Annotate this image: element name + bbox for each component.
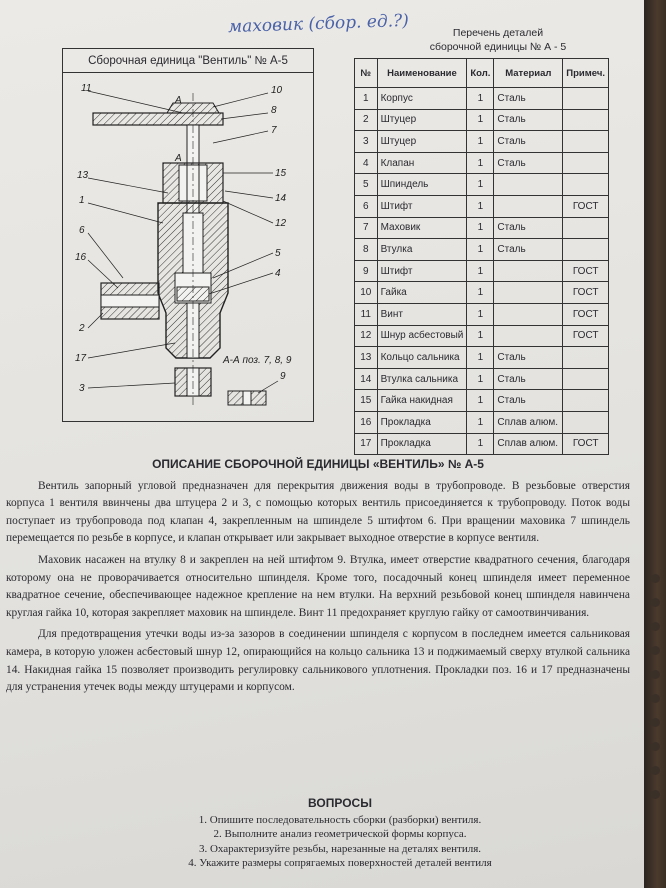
cell-qty: 1	[467, 152, 494, 174]
table-row	[355, 368, 609, 390]
cell-qty: 1	[467, 282, 494, 304]
callout-13: 13	[77, 170, 89, 181]
cell-no: 6	[355, 195, 378, 217]
cell-note: ГОСТ	[563, 260, 609, 282]
callout-4: 4	[275, 268, 281, 279]
punch-hole	[651, 646, 660, 655]
cell-note: ГОСТ	[563, 303, 609, 325]
cell-no: 7	[355, 217, 378, 239]
cell-material	[494, 325, 563, 347]
cell-note	[563, 347, 609, 369]
cell-note: ГОСТ	[563, 325, 609, 347]
cell-note: ГОСТ	[563, 282, 609, 304]
cell-qty: 1	[467, 325, 494, 347]
cell-note: ГОСТ	[563, 195, 609, 217]
question-item: 1. Опишите последовательность сборки (разборки) вентиля.	[198, 814, 482, 827]
cell-no: 4	[355, 152, 378, 174]
cell-no: 9	[355, 260, 378, 282]
table-row	[355, 411, 609, 433]
cell-no: 12	[355, 325, 378, 347]
cell-material	[494, 282, 563, 304]
table-row	[355, 88, 609, 110]
cell-material: Сталь	[494, 368, 563, 390]
cell-material: Сплав алюм.	[494, 433, 563, 455]
cell-no: 14	[355, 368, 378, 390]
cell-qty: 1	[467, 88, 494, 110]
drawing-title: Сборочная единица "Вентиль" № А-5	[63, 49, 313, 73]
valve-section-drawing	[63, 73, 313, 421]
callout-1: 1	[79, 195, 85, 206]
section-mark-top: А	[175, 95, 182, 106]
assembly-drawing-frame	[62, 48, 314, 422]
cell-name: Втулка	[377, 239, 467, 261]
cell-no: 13	[355, 347, 378, 369]
punch-hole	[651, 670, 660, 679]
cell-name: Штифт	[377, 195, 467, 217]
cell-qty: 1	[467, 195, 494, 217]
table-row	[355, 109, 609, 131]
cell-note	[563, 217, 609, 239]
parts-list-caption-line2: сборочной единицы № А - 5	[429, 41, 567, 53]
cell-name: Клапан	[377, 152, 467, 174]
cell-qty: 1	[467, 368, 494, 390]
cell-note	[563, 88, 609, 110]
cell-name: Гайка накидная	[377, 390, 467, 412]
header-name: Наименование	[377, 59, 467, 88]
callout-11: 11	[81, 83, 92, 94]
punch-hole	[651, 742, 660, 751]
cell-qty: 1	[467, 131, 494, 153]
cell-name: Прокладка	[377, 433, 467, 455]
cell-name: Винт	[377, 303, 467, 325]
cell-material: Сталь	[494, 239, 563, 261]
question-item: 3. Охарактеризуйте резьбы, нарезанные на деталях вентиля.	[198, 842, 482, 855]
callout-5: 5	[275, 248, 281, 259]
parts-list-table	[354, 58, 609, 455]
table-row	[355, 347, 609, 369]
cell-note	[563, 109, 609, 131]
table-row	[355, 433, 609, 455]
cell-qty: 1	[467, 303, 494, 325]
header-material: Материал	[494, 59, 563, 88]
header-qty: Кол.	[467, 59, 494, 88]
question-item: 2. Выполните анализ геометрической формы корпуса.	[213, 828, 467, 841]
table-row	[355, 260, 609, 282]
description-section	[6, 456, 630, 701]
cell-qty: 1	[467, 109, 494, 131]
cell-material	[494, 260, 563, 282]
cell-note	[563, 390, 609, 412]
parts-list-caption-line1: Перечень деталей	[452, 27, 544, 39]
cell-name: Кольцо сальника	[377, 347, 467, 369]
cell-note	[563, 411, 609, 433]
cell-name: Гайка	[377, 282, 467, 304]
callout-2: 2	[79, 323, 85, 334]
table-header-row	[355, 59, 609, 88]
cell-note	[563, 152, 609, 174]
cell-material	[494, 303, 563, 325]
cell-no: 3	[355, 131, 378, 153]
cell-qty: 1	[467, 239, 494, 261]
punch-hole	[651, 718, 660, 727]
cell-name: Прокладка	[377, 411, 467, 433]
callout-3: 3	[79, 383, 85, 394]
cell-qty: 1	[467, 174, 494, 196]
table-row	[355, 152, 609, 174]
table-row	[355, 303, 609, 325]
punch-hole	[651, 574, 660, 583]
callout-15: 15	[275, 168, 287, 179]
cell-name: Штифт	[377, 260, 467, 282]
cell-note	[563, 368, 609, 390]
cell-material: Сталь	[494, 390, 563, 412]
punch-hole	[651, 598, 660, 607]
questions-section	[130, 796, 550, 870]
callout-14: 14	[275, 193, 287, 204]
punch-hole	[651, 790, 660, 799]
section-mark-bottom: А	[175, 153, 182, 164]
cell-name: Втулка сальника	[377, 368, 467, 390]
header-note: Примеч.	[563, 59, 609, 88]
description-paragraph-2: Маховик насажен на втулку 8 и закреплен на ней штифтом 9. Втулка, имеет отверстие квадратного сечения, благодаря которому она не проворачивается относительно шпинделя. Кроме того, посадочный конец шпинделя имеет переменное квадратное сечение, обеспечивающее надежное крепление на нем втулки. На верхний резьбовой конец шпинделя навинчена круглая гайка 10, которая закрепляет маховик на шпинделе. Винт 11 предохраняет круглую гайку от самоотвинчивания.	[6, 553, 630, 619]
binder-edge	[644, 0, 666, 888]
cell-note	[563, 174, 609, 196]
cell-no: 2	[355, 109, 378, 131]
cell-name: Штуцер	[377, 109, 467, 131]
handwritten-note: маховик (сбор. ед.?)	[227, 10, 410, 38]
cell-note	[563, 131, 609, 153]
callout-8: 8	[271, 105, 277, 116]
cell-no: 1	[355, 88, 378, 110]
cell-name: Шпиндель	[377, 174, 467, 196]
cell-material: Сплав алюм.	[494, 411, 563, 433]
callout-12: 12	[275, 218, 287, 229]
cell-note	[563, 239, 609, 261]
table-row	[355, 239, 609, 261]
cell-qty: 1	[467, 217, 494, 239]
table-row	[355, 217, 609, 239]
description-heading: ОПИСАНИЕ СБОРОЧНОЙ ЕДИНИЦЫ «ВЕНТИЛЬ» № А-5	[152, 457, 484, 471]
description-paragraph-1: Вентиль запорный угловой предназначен для перекрытия движения воды в трубопроводе. В резьбовые отверстия корпуса 1 вентиля ввинчены два штуцера 2 и 3, с помощью которых вентиль присоединяется к трубопроводу. Поток воды поступает из трубопровода под клапан 4, закрепленным на шпинделе 5 штифтом 6. При вращении маховика 7 шпиндель перемещается по резьбе в корпусе, и клапан открывает или закрывает выходное отверстие в корпусе вентиля.	[6, 479, 630, 545]
cell-qty: 1	[467, 433, 494, 455]
cell-name: Корпус	[377, 88, 467, 110]
cell-name: Маховик	[377, 217, 467, 239]
table-row	[355, 195, 609, 217]
cell-no: 10	[355, 282, 378, 304]
cell-material: Сталь	[494, 131, 563, 153]
punch-hole	[651, 766, 660, 775]
callout-6: 6	[79, 225, 85, 236]
cell-no: 8	[355, 239, 378, 261]
table-row	[355, 390, 609, 412]
cell-qty: 1	[467, 390, 494, 412]
cell-no: 5	[355, 174, 378, 196]
table-row	[355, 131, 609, 153]
cell-name: Шнур асбестовый	[377, 325, 467, 347]
punch-hole	[651, 694, 660, 703]
questions-list	[130, 813, 550, 870]
parts-list-caption	[398, 26, 598, 54]
handwheel-shape	[93, 113, 223, 125]
punch-hole	[651, 622, 660, 631]
cell-qty: 1	[467, 260, 494, 282]
cell-material: Сталь	[494, 109, 563, 131]
cell-no: 17	[355, 433, 378, 455]
cell-qty: 1	[467, 347, 494, 369]
description-paragraph-3: Для предотвращения утечки воды из-за зазоров в соединении шпинделя с корпусом в последнем имеется сальниковая камера, в которую уложен асбестовый шнур 12, опирающийся на кольцо сальника 13 и поджимаемый сверху втулкой сальника 14. Накидная гайка 15 позволяет производить регулировку сальникового уплотнения. Прокладки поз. 16 и 17 предназначены для устранения утечек воды между штуцерами и корпусом.	[6, 628, 630, 694]
callout-10: 10	[271, 85, 283, 96]
callout-7: 7	[271, 125, 277, 136]
table-row	[355, 174, 609, 196]
cell-material: Сталь	[494, 217, 563, 239]
cell-material	[494, 195, 563, 217]
section-caption: А-А поз. 7, 8, 9	[223, 355, 292, 366]
cell-no: 11	[355, 303, 378, 325]
cell-qty: 1	[467, 411, 494, 433]
cell-material: Сталь	[494, 347, 563, 369]
cell-note: ГОСТ	[563, 433, 609, 455]
table-row	[355, 325, 609, 347]
cell-no: 15	[355, 390, 378, 412]
header-no: №	[355, 59, 378, 88]
cell-material	[494, 174, 563, 196]
callout-9: 9	[280, 371, 286, 382]
cell-name: Штуцер	[377, 131, 467, 153]
question-item: 4. Укажите размеры сопрягаемых поверхностей деталей вентиля	[188, 856, 492, 869]
table-row	[355, 282, 609, 304]
callout-17: 17	[75, 353, 87, 364]
questions-heading: ВОПРОСЫ	[308, 796, 372, 810]
cell-no: 16	[355, 411, 378, 433]
cell-material: Сталь	[494, 152, 563, 174]
callout-16: 16	[75, 252, 87, 263]
cell-material: Сталь	[494, 88, 563, 110]
